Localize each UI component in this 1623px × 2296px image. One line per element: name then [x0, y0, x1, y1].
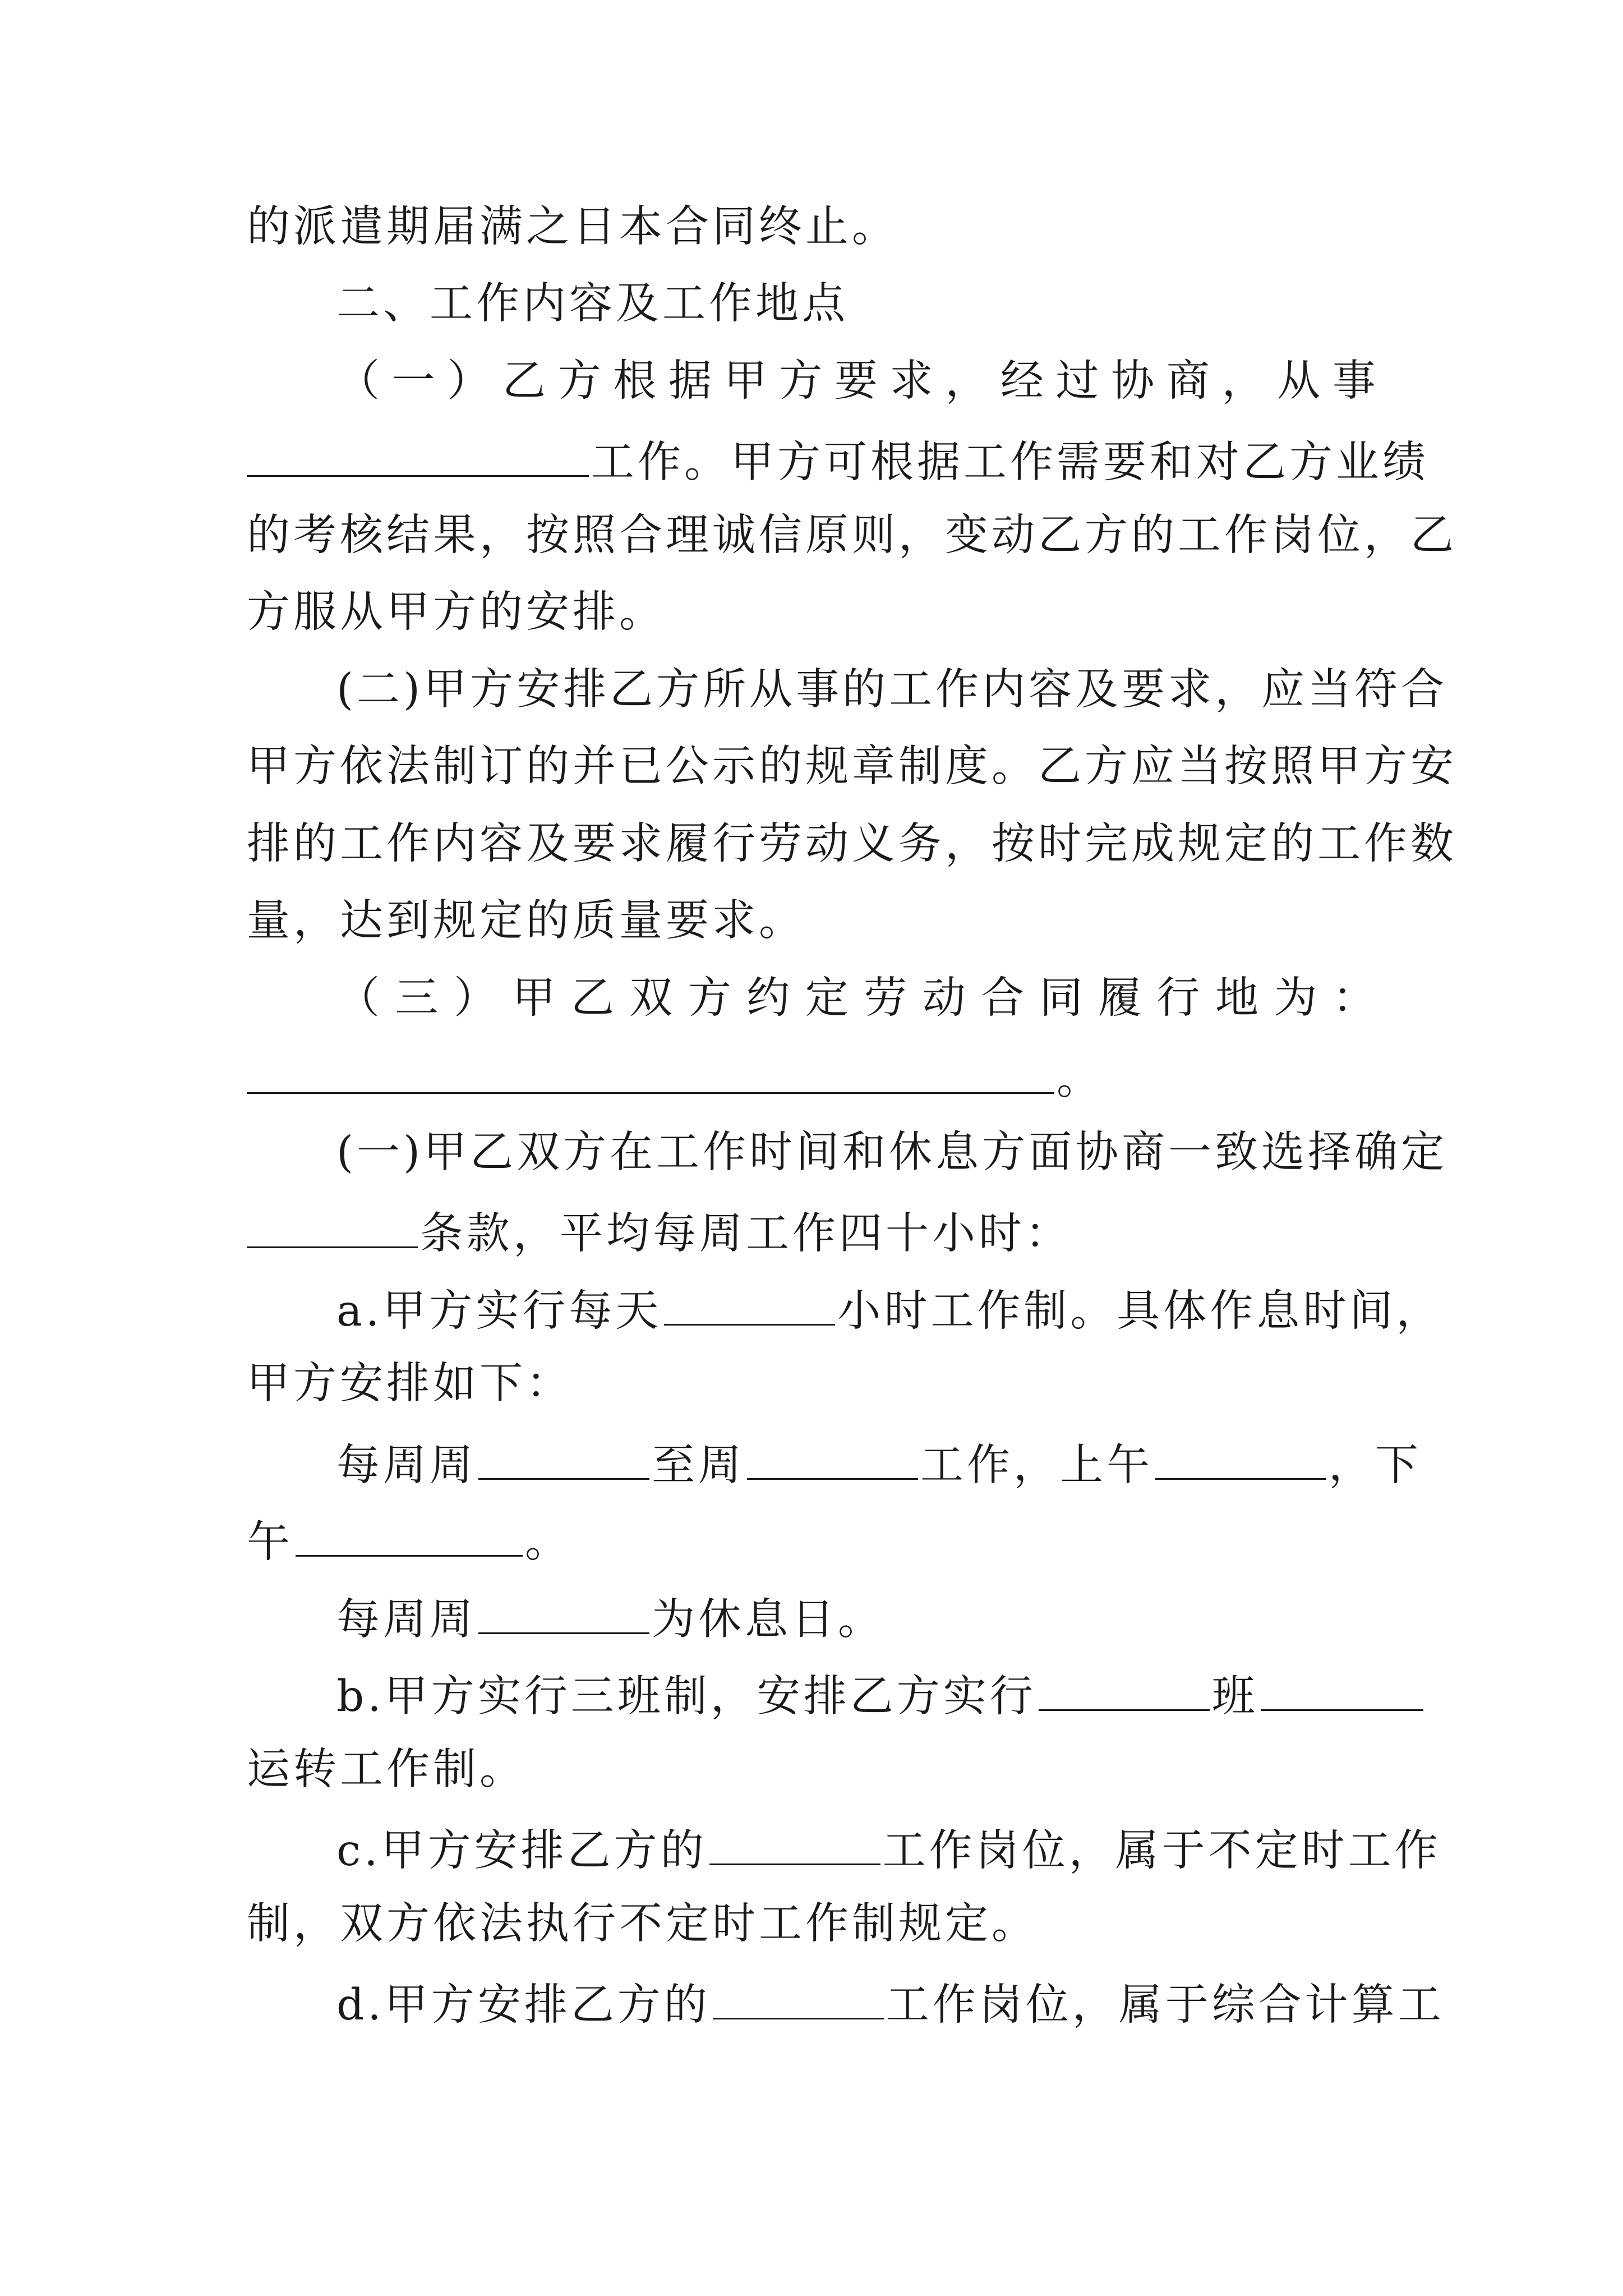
rotation-blank[interactable] — [1261, 1659, 1423, 1711]
text-line: (二)甲方安排乙方所从事的工作内容及要求，应当符合 — [336, 665, 1448, 715]
text-line: 午 。 — [247, 1504, 571, 1572]
text-line: 的派遣期届满之日本合同终止。 — [247, 202, 898, 252]
end-weekday-blank[interactable] — [747, 1428, 918, 1480]
text-line: 甲方依法制订的并已公示的规章制度。乙方应当按照甲方安 — [247, 742, 1457, 792]
position-blank-d[interactable] — [713, 1967, 884, 2019]
text-line: 的考核结果，按照合理诚信原则，变动乙方的工作岗位，乙 — [247, 510, 1457, 560]
start-weekday-blank[interactable] — [478, 1428, 649, 1480]
text-line: 甲方安排如下： — [247, 1359, 573, 1409]
text-line: （ 一 ） 乙 方 根 据 甲 方 要 求 ， 经 过 协 商 ， 从 事 — [336, 356, 1376, 406]
rest-day-blank[interactable] — [478, 1582, 649, 1634]
text-line: 方服从甲方的安排。 — [247, 587, 666, 637]
text-line: 运转工作制。 — [247, 1745, 526, 1795]
text-line: a.甲方实行每天 小时工作制。具体作息时间， — [336, 1273, 1442, 1341]
text-line: 制，双方依法执行不定时工作制规定。 — [247, 1899, 1038, 1949]
section-heading: 二、工作内容及工作地点 — [336, 279, 849, 329]
text-line: （ 三 ） 甲 乙 双 方 约 定 劳 动 合 同 履 行 地 为 ： — [336, 973, 1376, 1023]
text-line: 条款，平均每周工作四十小时： — [247, 1196, 1072, 1263]
clause-blank-field[interactable] — [247, 1196, 418, 1248]
shift-count-blank[interactable] — [1039, 1659, 1210, 1711]
text-line: 排的工作内容及要求履行劳动义务，按时完成规定的工作数 — [247, 819, 1457, 869]
hours-per-day-blank[interactable] — [664, 1273, 835, 1326]
position-blank-c[interactable] — [709, 1813, 880, 1865]
text-line: d.甲方安排乙方的 工作岗位，属于综合计算工 — [336, 1967, 1445, 2035]
text-line: (一)甲乙双方在工作时间和休息方面协商一致选择确定 — [336, 1128, 1448, 1177]
text-line: 量，达到规定的质量要求。 — [247, 896, 805, 946]
text-line: 工作。甲方可根据工作需要和对乙方业绩 — [247, 425, 1429, 492]
text-line: 每周周 为休息日。 — [336, 1582, 884, 1649]
text-line: c.甲方安排乙方的 工作岗位，属于不定时工作 — [336, 1813, 1441, 1880]
text-line: 每周周 至周 工作，上午 ，下 — [336, 1428, 1422, 1495]
workplace-blank-field[interactable] — [247, 1042, 1054, 1094]
fill-blank-field[interactable] — [247, 425, 589, 477]
text-line: b.甲方实行三班制，安排乙方实行 班 — [336, 1659, 1426, 1726]
morning-hours-blank[interactable] — [1155, 1428, 1326, 1480]
afternoon-hours-blank[interactable] — [296, 1504, 523, 1557]
text-line: 。 — [247, 1042, 1103, 1109]
